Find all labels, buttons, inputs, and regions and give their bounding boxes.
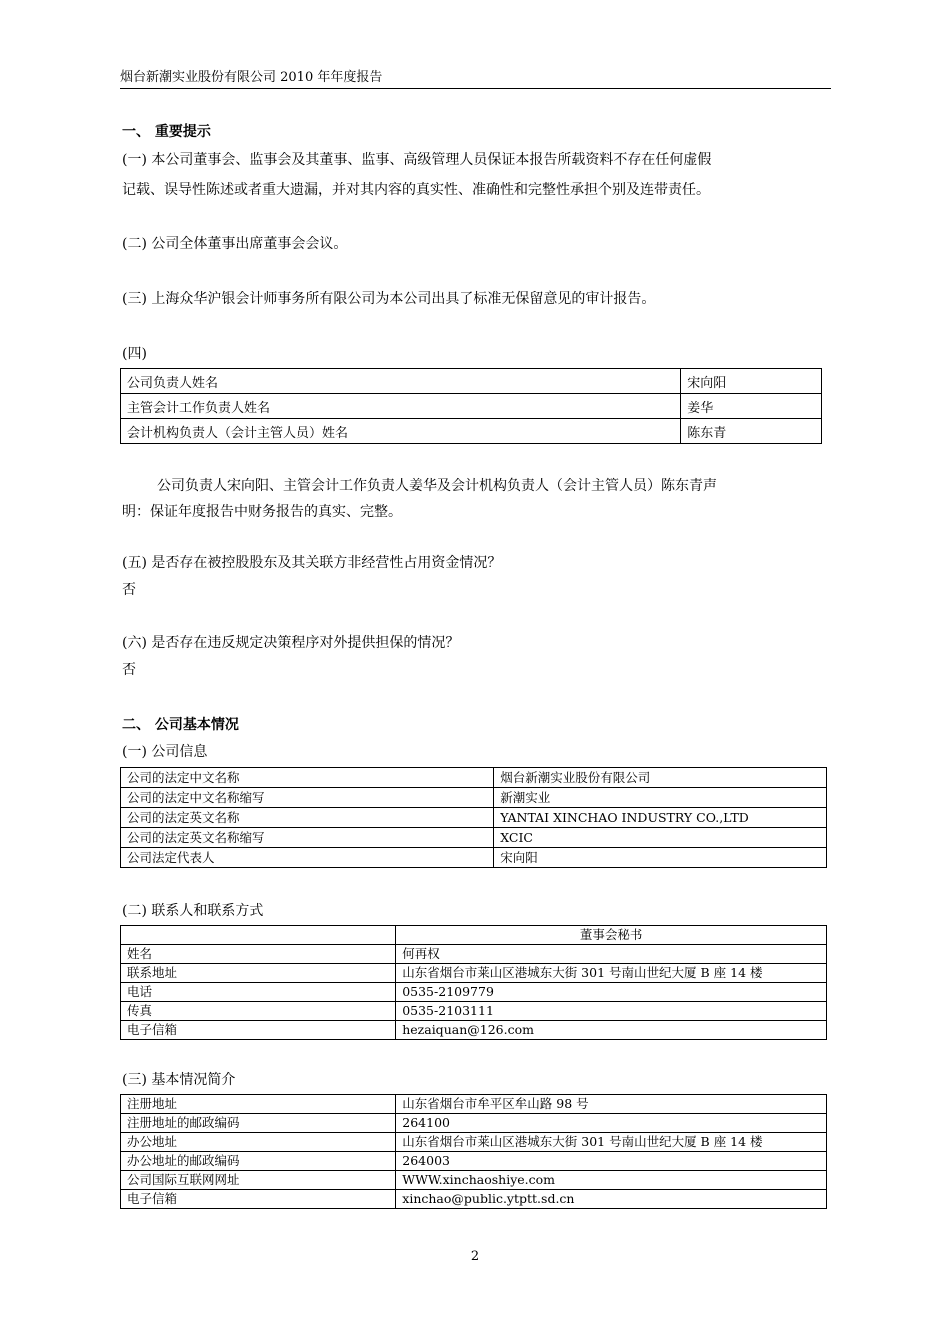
table-cell-label: 公司的法定中文名称 xyxy=(121,768,494,788)
table-cell-label: 传真 xyxy=(121,1002,396,1021)
section2-sub2: (二) 联系人和联系方式 xyxy=(122,903,264,919)
table-row xyxy=(121,1133,827,1152)
section1-para1-line1: (一) 本公司董事会、监事会及其董事、监事、高级管理人员保证本报告所载资料不存在任何虚假 xyxy=(122,152,712,168)
table-cell-value: YANTAI XINCHAO INDUSTRY CO.,LTD xyxy=(494,808,827,828)
table-cell-label: 公司国际互联网网址 xyxy=(121,1171,396,1190)
table-cell-label: 主管会计工作负责人姓名 xyxy=(121,394,681,419)
answer-5: 否 xyxy=(122,582,136,598)
table-row xyxy=(121,964,827,983)
table-header-row xyxy=(121,926,827,945)
table-row xyxy=(121,983,827,1002)
table-cell-value: 山东省烟台市莱山区港城东大街 301 号南山世纪大厦 B 座 14 楼 xyxy=(396,1133,827,1152)
table-row xyxy=(121,1114,827,1133)
statement-line2: 明：保证年度报告中财务报告的真实、完整。 xyxy=(122,504,402,520)
table-cell-label: 电子信箱 xyxy=(121,1021,396,1040)
table-row xyxy=(121,1171,827,1190)
page-number: 2 xyxy=(470,1249,480,1264)
answer-6: 否 xyxy=(122,662,136,678)
table-row xyxy=(121,1021,827,1040)
table-cell-value: XCIC xyxy=(494,828,827,848)
table-row xyxy=(121,768,827,788)
section1-para2: (二) 公司全体董事出席董事会会议。 xyxy=(122,236,348,252)
table-row xyxy=(121,369,822,394)
table-cell-value: WWW.xinchaoshiye.com xyxy=(396,1171,827,1190)
section1-para1-line2: 记载、误导性陈述或者重大遗漏，并对其内容的真实性、准确性和完整性承担个别及连带责任。 xyxy=(122,182,710,198)
table-row xyxy=(121,848,827,868)
table-cell-value: 0535-2103111 xyxy=(396,1002,827,1021)
section1-para3: (三) 上海众华沪银会计师事务所有限公司为本公司出具了标准无保留意见的审计报告。 xyxy=(122,291,656,307)
table-cell-value: 264100 xyxy=(396,1114,827,1133)
table-cell-label: 注册地址的邮政编码 xyxy=(121,1114,396,1133)
table-cell-label: 办公地址 xyxy=(121,1133,396,1152)
table-cell-label: 会计机构负责人（会计主管人员）姓名 xyxy=(121,419,681,444)
table-row xyxy=(121,419,822,444)
table-cell-value: 山东省烟台市莱山区港城东大街 301 号南山世纪大厦 B 座 14 楼 xyxy=(396,964,827,983)
table-cell-label: 公司的法定英文名称 xyxy=(121,808,494,828)
header-divider xyxy=(120,88,831,89)
question-5: (五) 是否存在被控股股东及其关联方非经营性占用资金情况？ xyxy=(122,555,502,571)
table-cell-value: 0535-2109779 xyxy=(396,983,827,1002)
table-cell-label: 联系地址 xyxy=(121,964,396,983)
table-cell-label: 电子信箱 xyxy=(121,1190,396,1209)
table-cell-value: 烟台新潮实业股份有限公司 xyxy=(494,768,827,788)
table-cell-label: 电话 xyxy=(121,983,396,1002)
table-row xyxy=(121,788,827,808)
table-row xyxy=(121,394,822,419)
table-row xyxy=(121,828,827,848)
table-cell-value: 264003 xyxy=(396,1152,827,1171)
table-row xyxy=(121,945,827,964)
table-row xyxy=(121,1002,827,1021)
section1-para4-label: (四) xyxy=(122,346,147,362)
table-cell-value: 宋向阳 xyxy=(681,369,822,394)
table-row xyxy=(121,808,827,828)
page-header-title: 烟台新潮实业股份有限公司 2010 年年度报告 xyxy=(120,70,383,85)
table-cell-value: 宋向阳 xyxy=(494,848,827,868)
table-cell-value: 新潮实业 xyxy=(494,788,827,808)
table-cell-value: 山东省烟台市牟平区牟山路 98 号 xyxy=(396,1095,827,1114)
table-cell-label: 公司的法定英文名称缩写 xyxy=(121,828,494,848)
table-cell-label: 注册地址 xyxy=(121,1095,396,1114)
section2-sub1: (一) 公司信息 xyxy=(122,744,208,760)
table-row xyxy=(121,1190,827,1209)
section1-title: 一、 重要提示 xyxy=(122,124,211,140)
table-cell-value: xinchao@public.ytptt.sd.cn xyxy=(396,1190,827,1209)
table-cell-label: 姓名 xyxy=(121,945,396,964)
basic-info-table xyxy=(120,1094,827,1209)
table-cell-value: 何再权 xyxy=(396,945,827,964)
contact-column-header: 董事会秘书 xyxy=(396,926,827,945)
table-cell-label: 公司负责人姓名 xyxy=(121,369,681,394)
table-cell-value: hezaiquan@126.com xyxy=(396,1021,827,1040)
question-6: (六) 是否存在违反规定决策程序对外提供担保的情况？ xyxy=(122,635,460,651)
company-info-table xyxy=(120,767,827,868)
section2-title: 二、 公司基本情况 xyxy=(122,717,239,733)
table-cell-empty xyxy=(121,926,396,945)
statement-line1: 公司负责人宋向阳、主管会计工作负责人姜华及会计机构负责人（会计主管人员）陈东青声 xyxy=(157,478,717,494)
table-row xyxy=(121,1095,827,1114)
contact-table xyxy=(120,925,827,1040)
table-row xyxy=(121,1152,827,1171)
table-cell-label: 公司法定代表人 xyxy=(121,848,494,868)
responsible-persons-table xyxy=(120,368,822,444)
section2-sub3: (三) 基本情况简介 xyxy=(122,1072,236,1088)
table-cell-label: 办公地址的邮政编码 xyxy=(121,1152,396,1171)
table-cell-value: 陈东青 xyxy=(681,419,822,444)
table-cell-label: 公司的法定中文名称缩写 xyxy=(121,788,494,808)
table-cell-value: 姜华 xyxy=(681,394,822,419)
